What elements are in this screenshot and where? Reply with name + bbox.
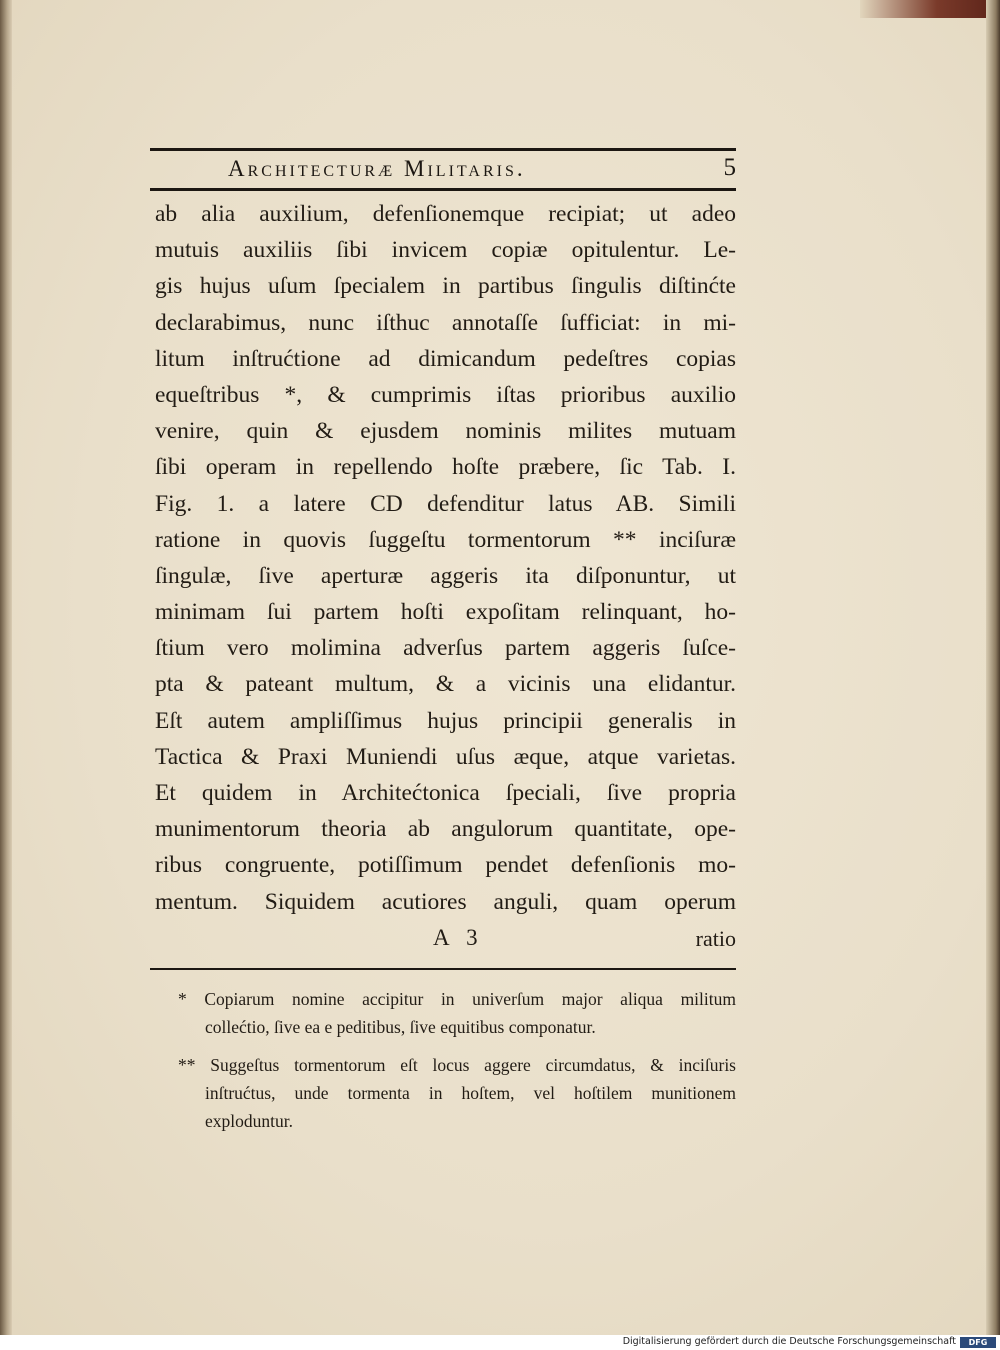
book-cover-edge bbox=[860, 0, 1000, 18]
body-line: ribus congruente, potiſſimum pendet defenſionis mo- bbox=[155, 852, 736, 879]
body-line: venire, quin & ejusdem nominis milites mutuam bbox=[155, 418, 736, 445]
header-rule-bottom bbox=[150, 188, 736, 191]
body-line: declarabimus, nunc iſthuc annotaſſe ſufficiat: in mi- bbox=[155, 309, 736, 336]
body-line: ſibi operam in repellendo hoſte præbere, ſic Tab. I. bbox=[155, 454, 736, 481]
body-line: ſtium vero molimina adverſus partem aggeris ſuſce- bbox=[155, 635, 736, 662]
body-text bbox=[155, 196, 736, 920]
body-line: mutuis auxiliis ſibi invicem copiæ opitulentur. Le- bbox=[155, 237, 736, 264]
body-line: ſingulæ, ſive aperturæ aggeris ita diſponuntur, ut bbox=[155, 562, 736, 589]
body-line: pta & pateant multum, & a vicinis una elidantur. bbox=[155, 671, 736, 698]
body-line: gis hujus uſum ſpecialem in partibus ſingulis diſtinćte bbox=[155, 273, 736, 300]
running-title: Architecturæ Militaris. bbox=[228, 156, 526, 181]
page-number: 5 bbox=[723, 154, 736, 181]
digitization-footer bbox=[0, 1335, 1000, 1350]
body-line: Tactica & Praxi Muniendi uſus æque, atque varietas. bbox=[155, 743, 736, 770]
body-line: equeſtribus *, & cumprimis iſtas prioribus auxilio bbox=[155, 381, 736, 408]
book-spine bbox=[0, 0, 12, 1335]
body-line: ratione in quovis ſuggeſtu tormentorum ** inciſuræ bbox=[155, 526, 736, 553]
footnote-rule bbox=[150, 968, 736, 970]
body-line: litum inſtrućtione ad dimicandum pedeſtres copias bbox=[155, 345, 736, 372]
running-header bbox=[150, 152, 736, 186]
body-line: Fig. 1. a latere CD defenditur latus AB. Simili bbox=[155, 490, 736, 517]
footer-credit: Digitalisierung gefördert durch die Deutsche Forschungsgemeinschaft bbox=[622, 1336, 956, 1347]
body-line: ab alia auxilium, defenſionemque recipiat; ut adeo bbox=[155, 201, 736, 227]
body-line: Et quidem in Architećtonica ſpeciali, ſive propria bbox=[155, 780, 736, 806]
footnote-1-line: collećtio, ſive ea e peditibus, ſive equitibus componatur. bbox=[205, 1017, 596, 1037]
footnote-2-line: ** Suggeſtus tormentorum eſt locus aggere circumdatus, & inciſuris bbox=[178, 1055, 736, 1075]
footnote-2-line: exploduntur. bbox=[205, 1111, 293, 1131]
footnote-2-line: inſtrućtus, unde tormenta in hoſtem, vel hoſtilem munitionem bbox=[205, 1083, 736, 1103]
signature-mark: A 3 bbox=[433, 925, 484, 950]
dfg-logo: DFG bbox=[960, 1337, 996, 1348]
header-rule-top bbox=[150, 148, 736, 151]
body-line: Eſt autem ampliſſimus hujus principii generalis in bbox=[155, 707, 736, 734]
footnote-1-line: * Copiarum nomine accipitur in univerſum major aliqua militum bbox=[178, 989, 736, 1009]
body-line: mentum. Siquidem acutiores anguli, quam operum bbox=[155, 888, 736, 915]
body-line: minimam ſui partem hoſti expoſitam relinquant, ho- bbox=[155, 599, 736, 626]
page-edge bbox=[986, 0, 1000, 1335]
body-line: munimentorum theoria ab angulorum quantitate, ope- bbox=[155, 816, 736, 843]
footnotes bbox=[150, 985, 736, 1135]
catchword: ratio bbox=[695, 926, 736, 951]
